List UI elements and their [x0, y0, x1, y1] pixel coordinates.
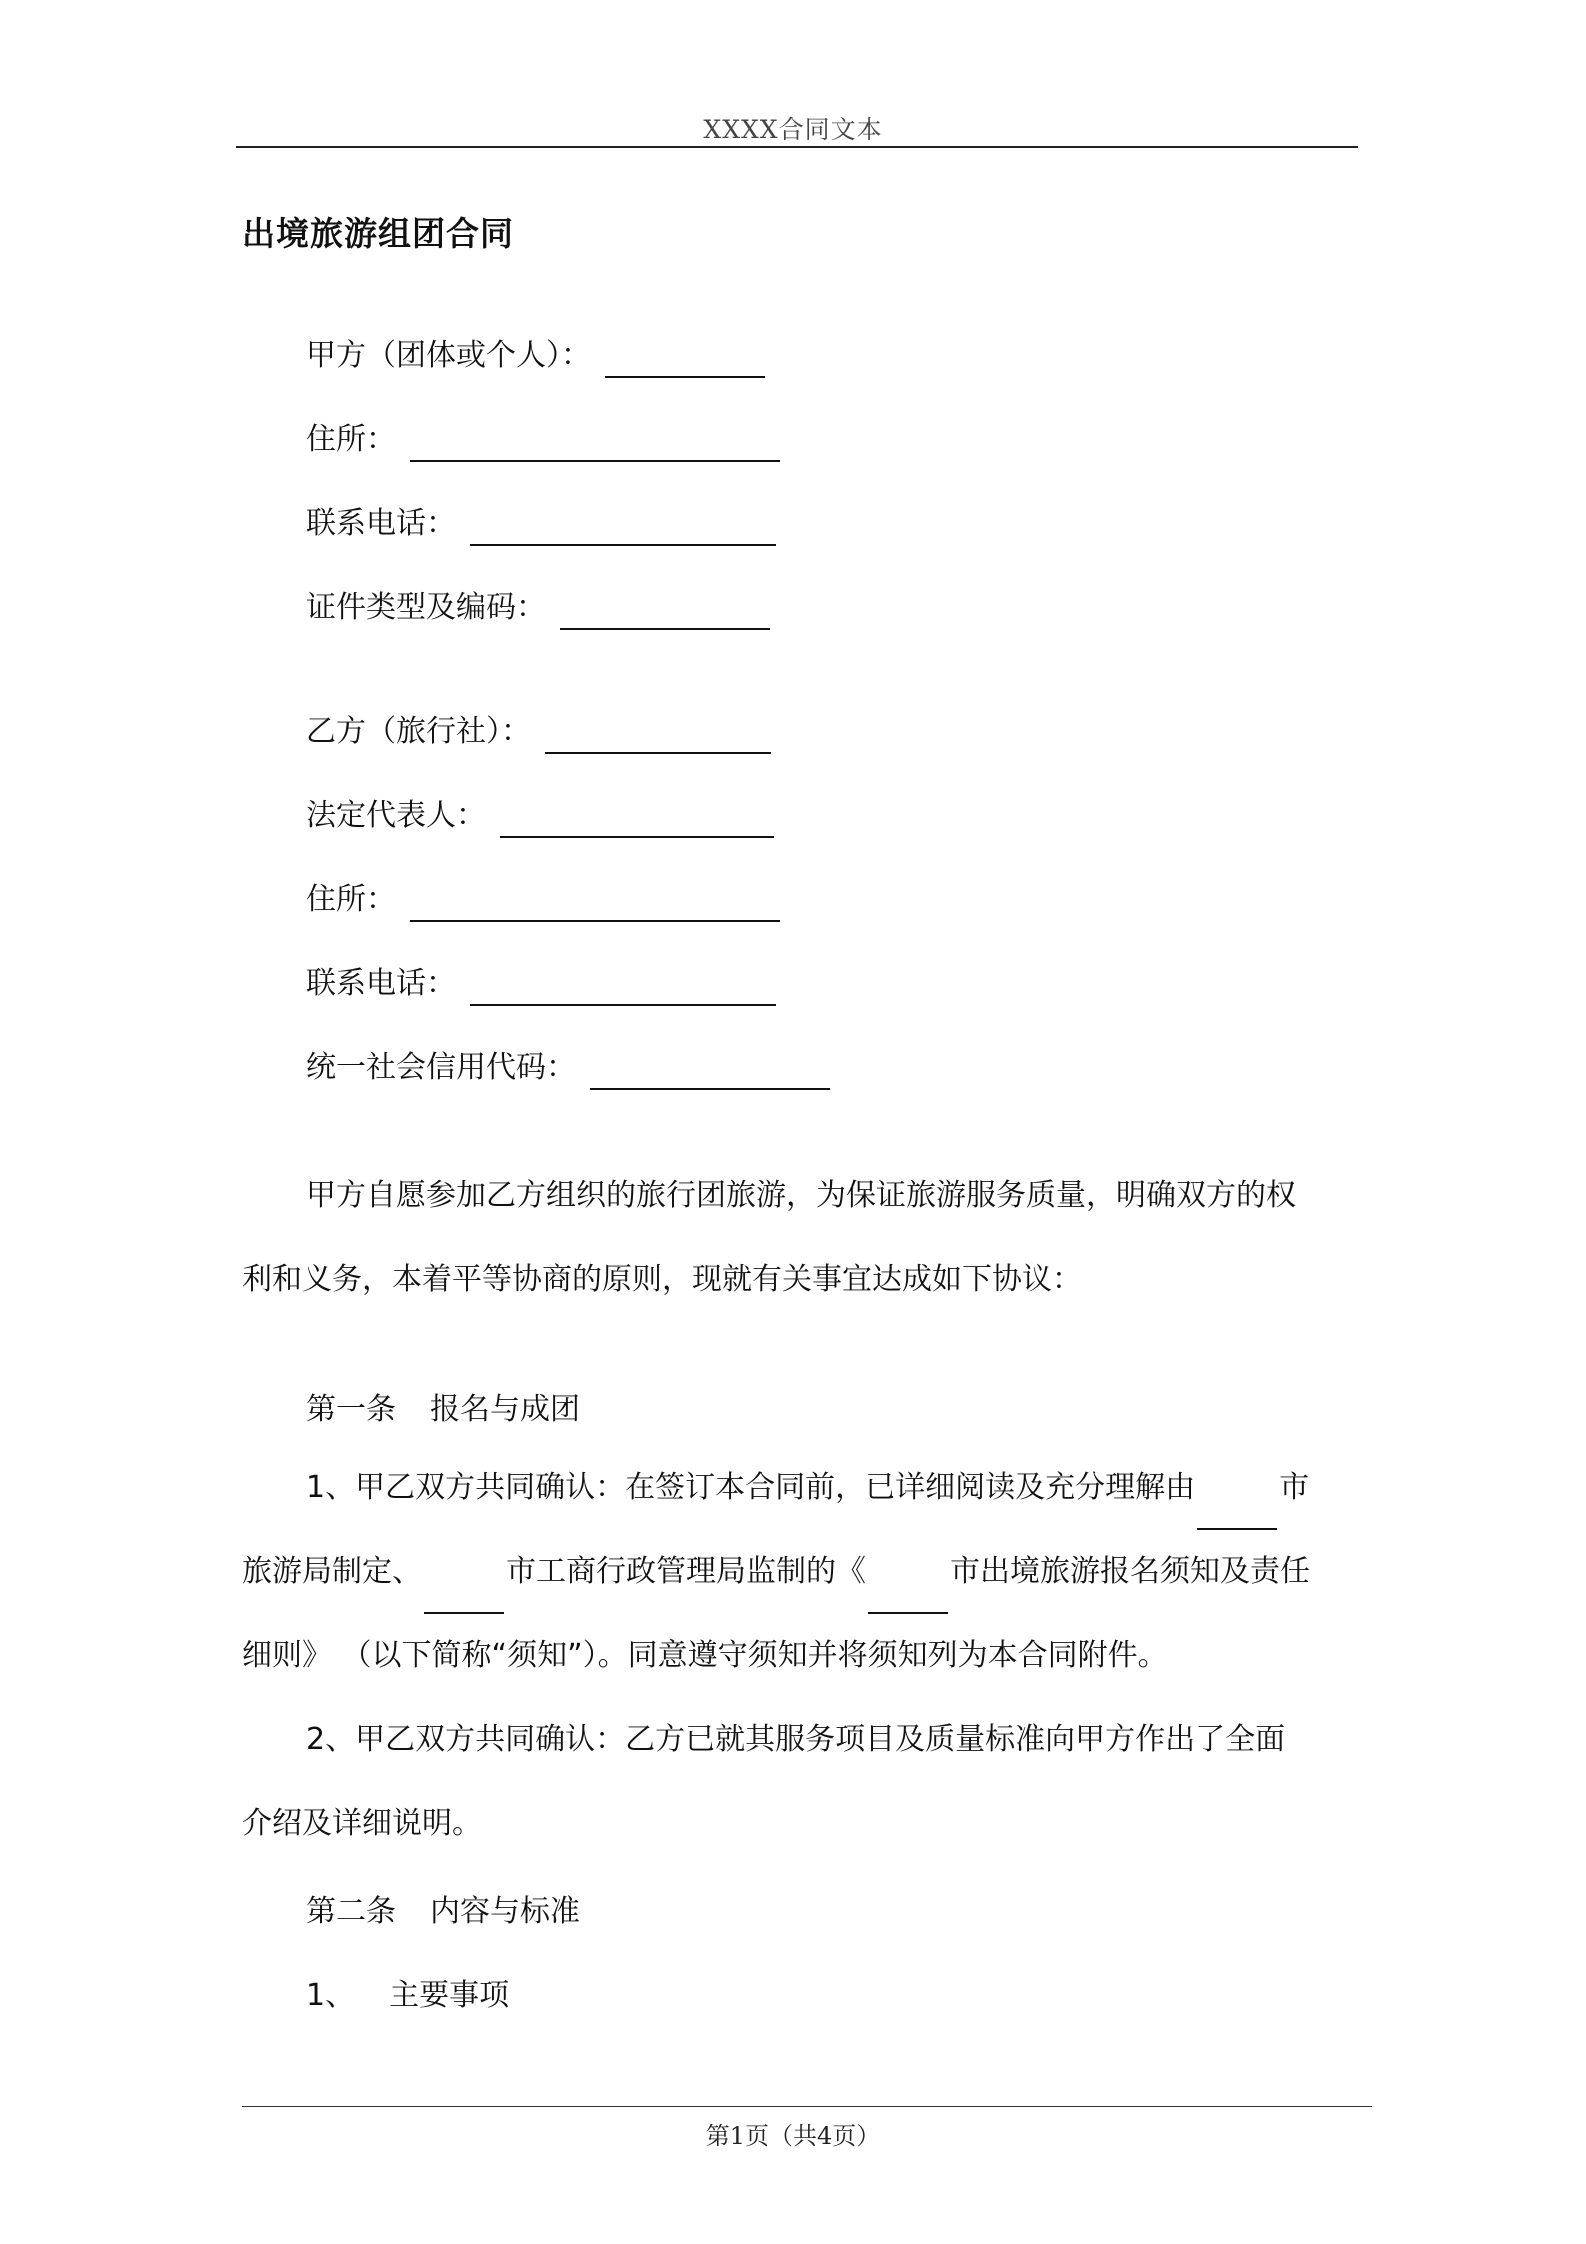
party-a-name-label: 甲方（团体或个人）：: [306, 338, 591, 373]
clause-1-line-1: [242, 1446, 1358, 1530]
footer-divider: [242, 2106, 1372, 2107]
clause-2-line-1: 2、甲乙双方共同确认：乙方已就其服务项目及质量标准向甲方作出了全面: [306, 1722, 1286, 1757]
party-a-id-blank[interactable]: [560, 588, 770, 630]
party-b-credit-code-field: [306, 1046, 830, 1090]
clause-1-line-2-text-c: 市出境旅游报名须知及责任: [950, 1554, 1310, 1589]
clause-1-line-3: 细则》 （以下简称“须知”）。同意遵守须知并将须知列为本合同附件。: [242, 1638, 1168, 1673]
party-b-phone-label: 联系电话：: [306, 966, 456, 1001]
page-header-title: XXXX合同文本: [703, 115, 883, 144]
item-1-title: 主要事项: [389, 1978, 510, 2013]
party-b-phone-field: [306, 962, 776, 1006]
clause-1-line-2-text-b: 市工商行政管理局监制的《: [506, 1554, 866, 1589]
party-b-address-blank[interactable]: [410, 880, 780, 922]
item-1-number: 1、: [306, 1978, 356, 2013]
document-title: 出境旅游组团合同: [242, 214, 514, 253]
party-b-credit-code-label: 统一社会信用代码：: [306, 1050, 576, 1085]
clause-1-line-1-text: 1、甲乙双方共同确认：在签订本合同前，已详细阅读及充分理解由: [306, 1470, 1196, 1505]
clause-1-line-2-text-a: 旅游局制定、: [242, 1554, 422, 1589]
clause-2-line-2: 介绍及详细说明。: [242, 1806, 482, 1841]
party-b-phone-blank[interactable]: [470, 964, 776, 1006]
city-blank-2[interactable]: [424, 1576, 504, 1614]
party-a-address-blank[interactable]: [410, 420, 780, 462]
party-b-name-field: [306, 710, 771, 754]
party-a-id-label: 证件类型及编码：: [306, 590, 546, 625]
party-a-address-label: 住所：: [306, 422, 396, 457]
city-blank-3[interactable]: [868, 1576, 948, 1614]
party-b-legal-rep-field: [306, 794, 774, 838]
clause-1-line-1-city: 市: [1279, 1470, 1310, 1505]
page-number: 第1页（共4页）: [705, 2122, 881, 2150]
article-1-title: 报名与成团: [430, 1392, 580, 1427]
party-a-phone-label: 联系电话：: [306, 506, 456, 541]
article-2-number: 第二条: [306, 1894, 396, 1929]
article-1-clause-1: [242, 1446, 1358, 1698]
party-a-phone-field: [306, 502, 776, 546]
intro-line-1: 甲方自愿参加乙方组织的旅行团旅游，为保证旅游服务质量，明确双方的权: [306, 1178, 1296, 1213]
article-1-heading: [306, 1384, 580, 1428]
party-a-id-field: [306, 586, 770, 630]
article-1-clause-2: [242, 1698, 1358, 1866]
party-b-legal-rep-blank[interactable]: [500, 796, 774, 838]
party-a-phone-blank[interactable]: [470, 504, 776, 546]
clause-1-line-2: [242, 1530, 1358, 1614]
party-b-name-blank[interactable]: [545, 712, 771, 754]
party-a-address-field: [306, 418, 780, 462]
header-divider: [236, 146, 1358, 148]
party-b-address-label: 住所：: [306, 882, 396, 917]
intro-paragraph: [242, 1154, 1358, 1322]
article-2-item-1: [306, 1970, 509, 2014]
article-2-title: 内容与标准: [430, 1894, 580, 1929]
party-b-legal-rep-label: 法定代表人：: [306, 798, 486, 833]
intro-line-2: 利和义务，本着平等协商的原则，现就有关事宜达成如下协议：: [242, 1262, 1082, 1297]
party-a-name-blank[interactable]: [605, 336, 765, 378]
party-b-address-field: [306, 878, 780, 922]
party-b-name-label: 乙方（旅行社）：: [306, 714, 531, 749]
party-b-credit-code-blank[interactable]: [590, 1048, 830, 1090]
article-2-heading: [306, 1886, 580, 1930]
city-blank-1[interactable]: [1197, 1492, 1277, 1530]
article-1-number: 第一条: [306, 1392, 396, 1427]
party-a-name-field: [306, 334, 765, 378]
